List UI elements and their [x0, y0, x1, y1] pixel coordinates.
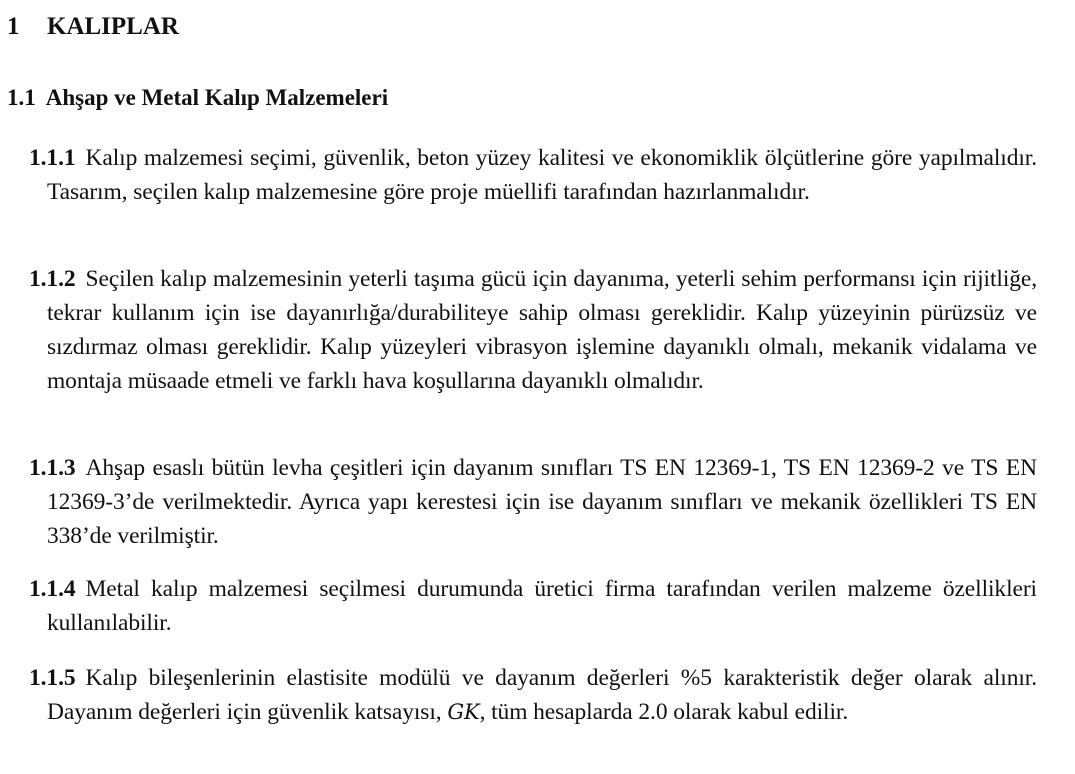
paragraph-number: 1.1.5 [29, 665, 76, 691]
paragraph-number: 1.1.4 [29, 576, 76, 602]
paragraph-text: Metal kalıp malzemesi seçilmesi durumunda üretici firma tarafından verilen malzeme özellikleri kullanılabilir. [47, 576, 1037, 636]
safety-factor-symbol: GK [447, 700, 480, 724]
paragraph-number: 1.1.3 [29, 455, 76, 481]
paragraph-text-before: Kalıp bileşenlerinin elastisite modülü ve dayanım değerleri %5 karakteristik değer olarak alınır. Dayanım değerleri için güvenlik katsayısı, [47, 665, 1037, 725]
paragraph-1-1-5 [29, 661, 1037, 729]
chapter-number: 1 [7, 13, 20, 40]
paragraph-1-1-1 [29, 141, 1037, 209]
chapter-heading [7, 10, 179, 44]
paragraph-text: Kalıp malzemesi seçimi, güvenlik, beton yüzey kalitesi ve ekonomiklik ölçütlerine göre yapılmalıdır. Tasarım, seçilen kalıp malzemesine göre proje müellifi tarafından hazırlanmalıdır. [47, 145, 1037, 205]
paragraph-1-1-2 [29, 262, 1037, 398]
chapter-title: KALIPLAR [47, 13, 179, 40]
paragraph-text: Ahşap esaslı bütün levha çeşitleri için dayanım sınıfları TS EN 12369-1, TS EN 12369-2 ve TS EN 12369-3’de verilmektedir. Ayrıca yapı kerestesi için ise dayanım sınıfları ve mekanik özellikleri TS EN 338’de verilmiştir. [47, 455, 1037, 549]
section-title: Ahşap ve Metal Kalıp Malzemeleri [45, 85, 389, 110]
paragraph-text: Seçilen kalıp malzemesinin yeterli taşıma gücü için dayanıma, yeterli sehim performansı için rijitliğe, tekrar kullanım için ise dayanırlığa/durabiliteye sahip olması gereklidir. Kalıp yüzeyinin pürüzsüz ve sızdırmaz olması gereklidir. Kalıp yüzeyleri vibrasyon işlemine dayanıklı olmalı, mekanik vidalama ve montaja müsaade etmeli ve farklı hava koşullarına dayanıklı olmalıdır. [47, 266, 1037, 394]
paragraph-number: 1.1.1 [29, 145, 76, 171]
paragraph-1-1-3 [29, 451, 1037, 553]
section-number: 1.1 [7, 85, 36, 110]
section-heading [7, 82, 388, 114]
paragraph-text-after: , tüm hesaplarda 2.0 olarak kabul edilir. [479, 699, 849, 725]
paragraph-number: 1.1.2 [29, 266, 76, 292]
paragraph-1-1-4 [29, 572, 1037, 640]
